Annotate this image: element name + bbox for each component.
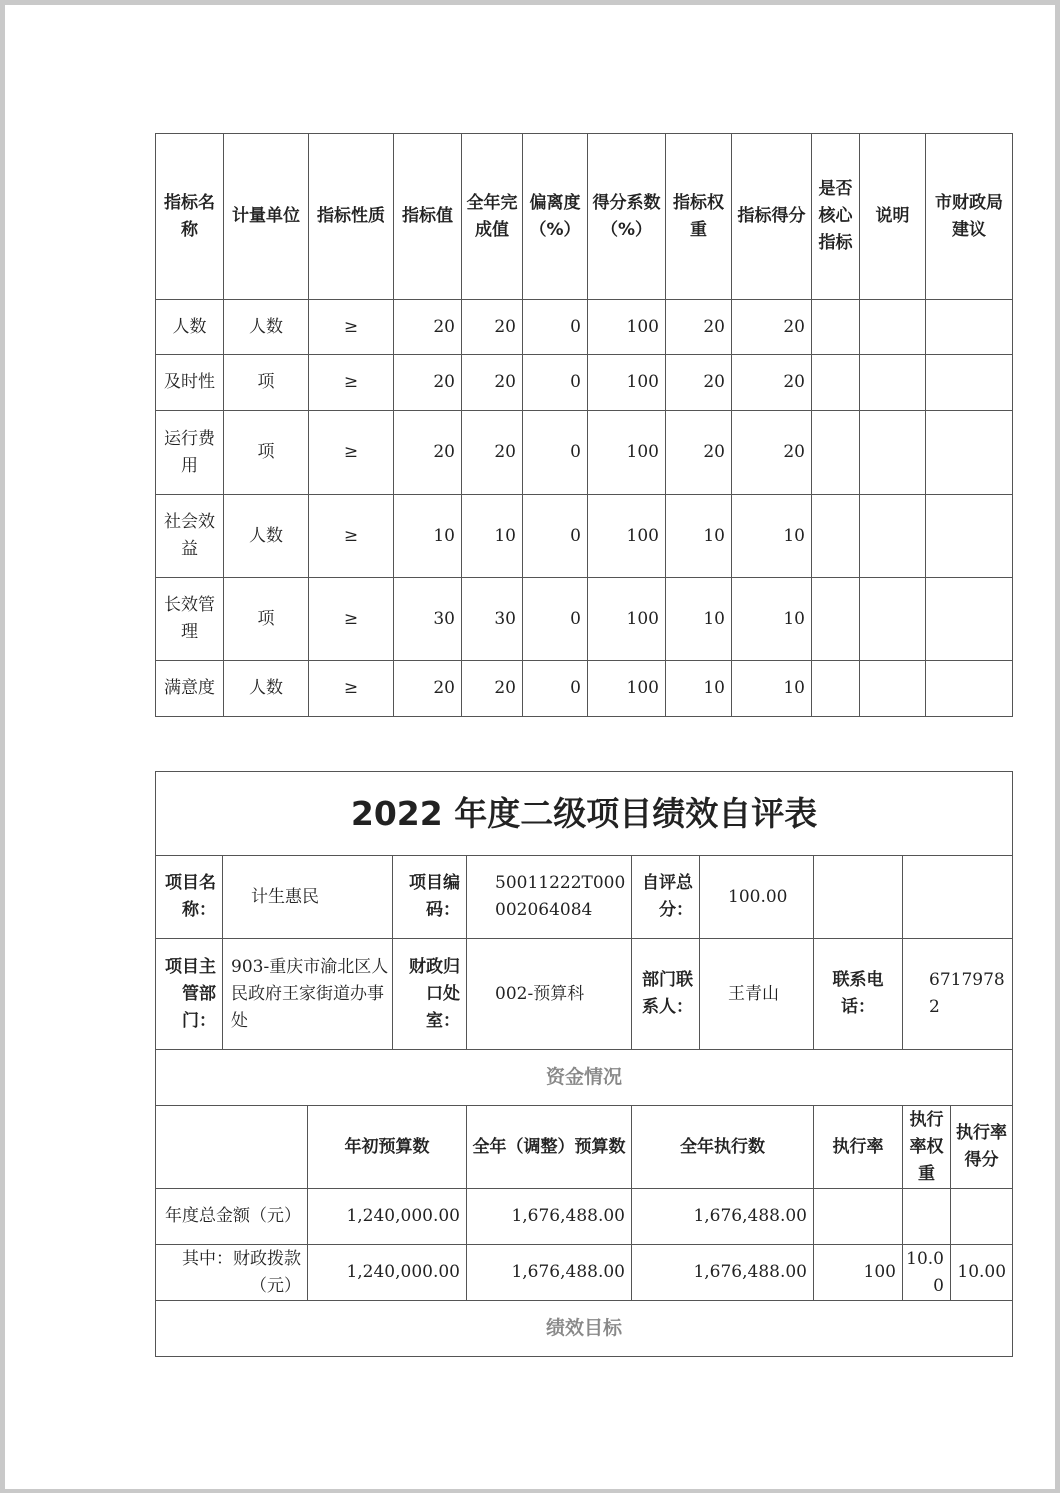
cell-note <box>860 661 926 717</box>
cell-core <box>812 495 860 578</box>
contact-label: 部门联系人： <box>632 939 700 1050</box>
cell-nature: ≥ <box>309 495 394 578</box>
cell-target: 20 <box>394 300 462 355</box>
cell-score: 20 <box>732 300 812 355</box>
cell-advice <box>926 411 1013 495</box>
cell-actual: 20 <box>462 661 523 717</box>
cell-advice <box>926 495 1013 578</box>
goals-section-row <box>156 1301 1013 1357</box>
cell-weight: 20 <box>666 411 732 495</box>
table-row <box>156 1189 1013 1245</box>
funds-initial: 1,240,000.00 <box>308 1189 467 1245</box>
header-target: 指标值 <box>394 134 462 300</box>
empty-cell <box>814 856 903 939</box>
header-indicator-name: 指标名称 <box>156 134 224 300</box>
cell-weight: 20 <box>666 300 732 355</box>
cell-name: 满意度 <box>156 661 224 717</box>
cell-unit: 项 <box>224 411 309 495</box>
cell-name: 长效管理 <box>156 578 224 661</box>
cell-weight: 20 <box>666 355 732 411</box>
funds-row-label: 年度总金额（元） <box>156 1189 308 1245</box>
cell-coef: 100 <box>588 495 666 578</box>
cell-deviation: 0 <box>523 355 588 411</box>
funds-rate <box>814 1189 903 1245</box>
finance-office-label: 财政归口处室： <box>393 939 467 1050</box>
cell-note <box>860 355 926 411</box>
table-row <box>156 661 1013 717</box>
cell-name: 社会效益 <box>156 495 224 578</box>
header-score: 指标得分 <box>732 134 812 300</box>
funds-executed: 1,676,488.00 <box>632 1245 814 1301</box>
cell-deviation: 0 <box>523 300 588 355</box>
cell-note <box>860 411 926 495</box>
funds-adjusted: 1,676,488.00 <box>467 1189 632 1245</box>
funds-rate: 100 <box>814 1245 903 1301</box>
cell-core <box>812 355 860 411</box>
cell-core <box>812 661 860 717</box>
table-row <box>156 1245 1013 1301</box>
cell-score: 10 <box>732 578 812 661</box>
form-title: 2022 年度二级项目绩效自评表 <box>156 772 1013 856</box>
funds-initial: 1,240,000.00 <box>308 1245 467 1301</box>
cell-core <box>812 411 860 495</box>
cell-actual: 20 <box>462 411 523 495</box>
cell-name: 及时性 <box>156 355 224 411</box>
cell-unit: 人数 <box>224 661 309 717</box>
phone-label: 联系电话： <box>814 939 903 1050</box>
funds-section-row <box>156 1050 1013 1106</box>
cell-nature: ≥ <box>309 578 394 661</box>
cell-name: 运行费用 <box>156 411 224 495</box>
phone-value: 67179782 <box>903 939 1013 1050</box>
cell-deviation: 0 <box>523 661 588 717</box>
cell-advice <box>926 300 1013 355</box>
header-initial-budget: 年初预算数 <box>308 1106 467 1189</box>
cell-deviation: 0 <box>523 495 588 578</box>
cell-core <box>812 300 860 355</box>
header-rate-score: 执行率得分 <box>951 1106 1013 1189</box>
cell-core <box>812 578 860 661</box>
empty-cell <box>156 1106 308 1189</box>
cell-actual: 20 <box>462 300 523 355</box>
cell-deviation: 0 <box>523 411 588 495</box>
cell-note <box>860 578 926 661</box>
table-row <box>156 355 1013 411</box>
cell-weight: 10 <box>666 495 732 578</box>
project-code-value: 50011222T000002064084 <box>467 856 632 939</box>
cell-coef: 100 <box>588 411 666 495</box>
cell-advice <box>926 578 1013 661</box>
cell-advice <box>926 661 1013 717</box>
cell-target: 10 <box>394 495 462 578</box>
cell-nature: ≥ <box>309 661 394 717</box>
table-row <box>156 411 1013 495</box>
funds-rate-score <box>951 1189 1013 1245</box>
cell-note <box>860 300 926 355</box>
table-row <box>156 495 1013 578</box>
table-row <box>156 300 1013 355</box>
funds-section-heading: 资金情况 <box>156 1050 1013 1106</box>
cell-unit: 人数 <box>224 495 309 578</box>
header-coef: 得分系数（%） <box>588 134 666 300</box>
total-score-value: 100.00 <box>700 856 814 939</box>
cell-actual: 30 <box>462 578 523 661</box>
funds-rate-weight <box>903 1189 951 1245</box>
cell-actual: 20 <box>462 355 523 411</box>
header-exec-rate: 执行率 <box>814 1106 903 1189</box>
empty-cell <box>903 856 1013 939</box>
cell-coef: 100 <box>588 300 666 355</box>
project-name-label: 项目名称： <box>156 856 223 939</box>
cell-nature: ≥ <box>309 355 394 411</box>
header-rate-weight: 执行率权重 <box>903 1106 951 1189</box>
header-nature: 指标性质 <box>309 134 394 300</box>
funds-rate-score: 10.00 <box>951 1245 1013 1301</box>
cell-score: 10 <box>732 661 812 717</box>
cell-name: 人数 <box>156 300 224 355</box>
finance-office-value: 002-预算科 <box>467 939 632 1050</box>
project-info-row <box>156 856 1013 939</box>
cell-score: 20 <box>732 411 812 495</box>
funds-header-row <box>156 1106 1013 1189</box>
cell-unit: 人数 <box>224 300 309 355</box>
project-name-value: 计生惠民 <box>223 856 393 939</box>
eval-form-table <box>155 771 1013 1357</box>
title-row <box>156 772 1013 856</box>
funds-row-label: 其中：财政拨款（元） <box>156 1245 308 1301</box>
cell-note <box>860 495 926 578</box>
dept-label: 项目主管部门： <box>156 939 223 1050</box>
goals-section-heading: 绩效目标 <box>156 1301 1013 1357</box>
cell-nature: ≥ <box>309 411 394 495</box>
header-executed: 全年执行数 <box>632 1106 814 1189</box>
cell-score: 20 <box>732 355 812 411</box>
header-unit: 计量单位 <box>224 134 309 300</box>
header-core: 是否核心指标 <box>812 134 860 300</box>
dept-info-row <box>156 939 1013 1050</box>
header-note: 说明 <box>860 134 926 300</box>
funds-adjusted: 1,676,488.00 <box>467 1245 632 1301</box>
indicator-table <box>155 133 1013 717</box>
cell-target: 20 <box>394 411 462 495</box>
cell-actual: 10 <box>462 495 523 578</box>
table-row <box>156 578 1013 661</box>
cell-advice <box>926 355 1013 411</box>
header-actual: 全年完成值 <box>462 134 523 300</box>
cell-coef: 100 <box>588 661 666 717</box>
header-weight: 指标权重 <box>666 134 732 300</box>
cell-weight: 10 <box>666 578 732 661</box>
project-code-label: 项目编码： <box>393 856 467 939</box>
document-page <box>5 5 1055 1489</box>
cell-deviation: 0 <box>523 578 588 661</box>
funds-executed: 1,676,488.00 <box>632 1189 814 1245</box>
header-adjusted-budget: 全年（调整）预算数 <box>467 1106 632 1189</box>
cell-unit: 项 <box>224 578 309 661</box>
cell-weight: 10 <box>666 661 732 717</box>
cell-coef: 100 <box>588 578 666 661</box>
cell-nature: ≥ <box>309 300 394 355</box>
funds-rate-weight: 10.00 <box>903 1245 951 1301</box>
cell-score: 10 <box>732 495 812 578</box>
dept-value: 903-重庆市渝北区人民政府王家街道办事处 <box>223 939 393 1050</box>
cell-unit: 项 <box>224 355 309 411</box>
indicator-header-row <box>156 134 1013 300</box>
cell-coef: 100 <box>588 355 666 411</box>
cell-target: 20 <box>394 661 462 717</box>
contact-value: 王青山 <box>700 939 814 1050</box>
cell-target: 20 <box>394 355 462 411</box>
header-deviation: 偏离度（%） <box>523 134 588 300</box>
total-score-label: 自评总分： <box>632 856 700 939</box>
cell-target: 30 <box>394 578 462 661</box>
header-advice: 市财政局建议 <box>926 134 1013 300</box>
